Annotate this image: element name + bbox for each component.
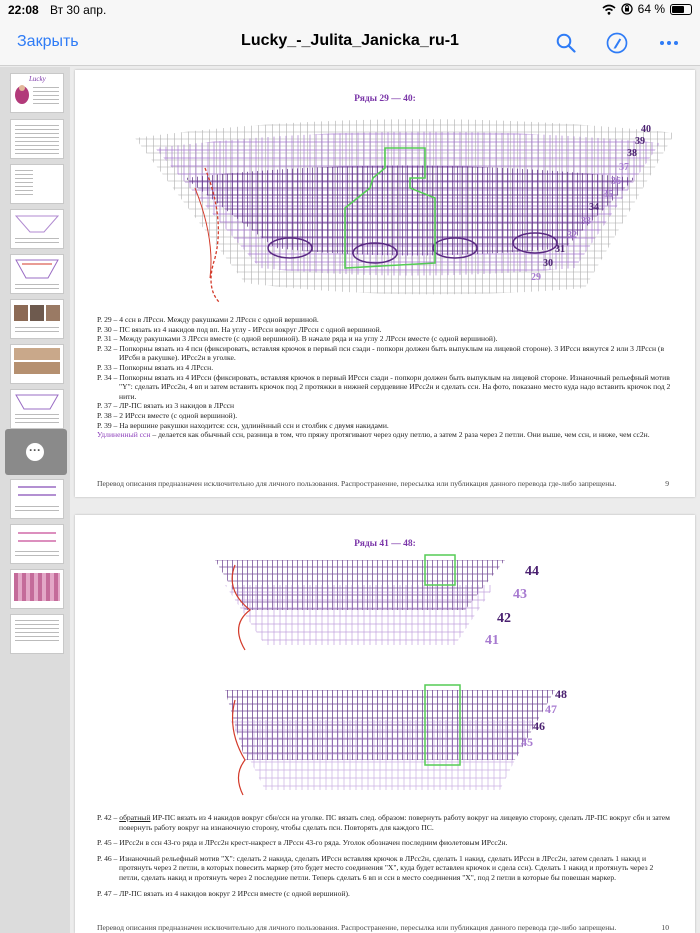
more-icon: ··· bbox=[26, 443, 44, 461]
search-button[interactable] bbox=[553, 30, 579, 56]
stitch-note bbox=[97, 430, 675, 440]
thumbnail-chart bbox=[14, 214, 60, 234]
search-icon bbox=[556, 33, 576, 53]
page-number: 9 bbox=[665, 479, 669, 488]
battery-icon bbox=[670, 4, 692, 15]
chart-mark-number: 33 bbox=[581, 216, 591, 227]
thumbnail-chart bbox=[14, 393, 60, 411]
markup-pen-icon bbox=[606, 32, 628, 54]
wifi-icon bbox=[602, 4, 616, 15]
row-term: обратный bbox=[119, 813, 151, 822]
chart-mark-number: 48 bbox=[555, 687, 567, 701]
page-thumbnail-1[interactable] bbox=[10, 73, 64, 113]
crochet-chart-rows-29-40 bbox=[115, 108, 685, 308]
page-thumbnail-7[interactable] bbox=[10, 344, 64, 384]
status-bar bbox=[0, 0, 700, 20]
page-section-title: Ряды 29 — 40: bbox=[354, 94, 416, 104]
row-instruction: Р. 30 – ПС вязать из 4 накидов под вп. На углу - ИРссн вокруг ЛРссн с одной вершиной. bbox=[97, 324, 382, 334]
chart-mark-number: 32 bbox=[567, 230, 577, 241]
row-instruction: Р. 32 – Попкорны вязать из 4 псн (фиксировать, вставляя крючок в первый псн сзади - попкорн должен быть выпуклым на лицевой стороне). 3 ИРссн вяжутся 2 или 3 ЛРссн (в ИРсбн в ракушке). ИРсс2н в уголке. bbox=[97, 343, 665, 363]
row-instructions bbox=[97, 315, 675, 440]
page-thumbnail-current[interactable] bbox=[5, 429, 67, 475]
thumbnail-chart bbox=[14, 483, 60, 503]
stitch-note-text: – делается как обычный ссн, разница в том, что пряжу протягивают через одну петлю, а затем 2 раза через 2 петли. Они выше, чем ссн, и ниже, чем сс2н. bbox=[150, 430, 650, 440]
row-instruction bbox=[97, 813, 675, 832]
row-instruction: Р. 47 – ЛР-ПС вязать из 4 накидов вокруг 2 ИРссн вместе (с одной вершиной). bbox=[97, 888, 350, 898]
footer-text: Перевод описания предназначен исключительно для личного пользования. Распространение, пересылка или публикация данного перевода где-либо запрещены. bbox=[97, 923, 617, 932]
page-thumbnail-3[interactable] bbox=[10, 164, 64, 204]
chart-mark-number: 43 bbox=[513, 587, 527, 602]
chart-mark-number: 40 bbox=[641, 124, 651, 135]
row-instruction: Р. 38 – 2 ИРссн вместе (с одной вершиной). bbox=[97, 410, 238, 420]
chart-mark-number: 34 bbox=[589, 202, 599, 213]
crochet-chart-rows-45-48 bbox=[215, 680, 585, 800]
row-instructions bbox=[97, 813, 675, 898]
chart-mark-number: 44 bbox=[525, 564, 539, 579]
row-prefix: Р. 42 – bbox=[97, 813, 120, 822]
row-instruction: Р. 37 – ЛР-ПС вязать из 3 накидов в ЛРссн bbox=[97, 401, 235, 411]
more-button[interactable] bbox=[656, 30, 682, 56]
page-footer bbox=[97, 923, 675, 932]
chart-mark-number: 37 bbox=[619, 162, 629, 173]
crochet-chart-rows-41-44 bbox=[205, 550, 565, 660]
thumbnail-photo bbox=[14, 83, 30, 105]
page-thumbnail-5[interactable] bbox=[10, 254, 64, 294]
chart-mark-number: 30 bbox=[543, 258, 553, 269]
orientation-lock-icon bbox=[621, 3, 633, 15]
close-button[interactable]: Закрыть bbox=[17, 33, 79, 50]
document-page-10 bbox=[75, 515, 695, 933]
thumbnail-chart bbox=[14, 258, 60, 280]
status-right bbox=[602, 2, 692, 16]
chart-mark-number: 46 bbox=[533, 719, 545, 733]
stitch-note-term: Удлиненный ссн bbox=[97, 430, 151, 440]
chart-mark-number: 39 bbox=[635, 136, 645, 147]
row-text: ИР-ПС вязать из 4 накидов вокруг сбн/ссн на уголке. ПС вязать след. образом: повернуть работу вокруг на лицевую сторону, сделать ЛР-ПС вокруг сбн и затем повернуть работу вокруг на изнаночную сторону, чтобы сделать псн. Повторять для каждого ПС. bbox=[119, 813, 670, 832]
row-instruction: Р. 46 – Изнаночный рельефный мотив "X": сделать 2 накида, сделать ИРссн вставляя крючок в ЛРсс2н, сделать 1 накид, сделать ИРссн в ЛРсс2н, затем сделать 1 накид и протянуть через 2 петли, в которых повесить маркер (это будет место соединения "X", куда будет вставлен крючок и сдела ссн). Сделать 1 накид и протянуть через 2 петли, сделать накид и протянуть через 2 последние петли. Теперь сделать 6 вп и ссн в место соединения "X", под 2 петли в которые бы повешан маркер. bbox=[97, 853, 654, 882]
page-thumbnail-13[interactable] bbox=[10, 614, 64, 654]
chart-mark-number: 29 bbox=[531, 272, 541, 283]
chart-mark-number: 36 bbox=[611, 176, 621, 187]
page-footer bbox=[97, 479, 675, 488]
chart-mark-number: 38 bbox=[627, 148, 637, 159]
chart-mark-number: 42 bbox=[497, 611, 511, 626]
document-page-9 bbox=[75, 70, 695, 497]
status-time: 22:08 bbox=[8, 3, 39, 17]
row-instruction: Р. 34 – Попкорны вязать из 4 ИРссн (фиксировать, вставляя крючок в первый ИРссн сзади - попкорн должен быть выпуклым на лицевой стороне. Изнаночный рельефный мотив "Y": сделать ИРсс2н, 4 вп и затем вставить крючок под 2 протяжки в нижней сердцевине ИРсс2н и сделать ссн. На фото, показано место куда надо вставить крючок под 2 нити. bbox=[97, 372, 671, 401]
document-view[interactable] bbox=[70, 67, 700, 933]
chart-mark-number: 35 bbox=[603, 189, 613, 200]
chart-mark-number: 47 bbox=[545, 702, 557, 716]
page-thumbnail-12[interactable] bbox=[10, 569, 64, 609]
page-thumbnail-8[interactable] bbox=[10, 389, 64, 429]
page-thumbnail-6[interactable] bbox=[10, 299, 64, 339]
status-date: Вт 30 апр. bbox=[50, 3, 107, 17]
chart-mark-number: 41 bbox=[485, 633, 499, 648]
page-thumbnails-sidebar[interactable] bbox=[0, 67, 70, 933]
page-thumbnail-10[interactable] bbox=[10, 479, 64, 519]
page-thumbnail-4[interactable] bbox=[10, 209, 64, 249]
document-toolbar bbox=[0, 20, 700, 66]
battery-percent: 64 % bbox=[637, 2, 665, 16]
page-number: 10 bbox=[661, 923, 669, 932]
document-title: Lucky_-_Julita_Janicka_ru-1 bbox=[241, 32, 459, 49]
footer-text: Перевод описания предназначен исключительно для личного пользования. Распространение, пересылка или публикация данного перевода где-либо запрещены. bbox=[97, 479, 617, 488]
row-instruction: Р. 31 – Между ракушками 3 ЛРссн вместе (с одной вершиной). В начале ряда и на углу 2 ЛРссн вместе (с одной вершиной). bbox=[97, 334, 498, 344]
row-instruction: Р. 39 – На вершине ракушки находится: ссн, удлинённый ссн и столбик с двумя накидами. bbox=[97, 420, 389, 430]
page-section-title: Ряды 41 — 48: bbox=[354, 539, 416, 549]
more-icon bbox=[659, 40, 679, 46]
thumbnail-title: Lucky bbox=[29, 75, 46, 83]
chart-mark-number: 31 bbox=[555, 244, 565, 255]
page-thumbnail-11[interactable] bbox=[10, 524, 64, 564]
chart-mark-number: 45 bbox=[521, 735, 533, 749]
markup-button[interactable] bbox=[604, 30, 630, 56]
row-instruction: Р. 29 – 4 ссн в ЛРссн. Между ракушками 2 ЛРссн с одной вершиной. bbox=[97, 315, 319, 324]
thumbnail-chart bbox=[14, 528, 60, 548]
row-instruction: Р. 45 – ИРсс2н в ссн 43-го ряда и ЛРсс2н крест-накрест в ЛРссн 43-го ряда. Уголок обозначен последним фиолетовым ИРсс2н. bbox=[97, 838, 508, 848]
row-instruction: Р. 33 – Попкорны вязать из 4 ЛРссн. bbox=[97, 362, 214, 372]
page-thumbnail-2[interactable] bbox=[10, 119, 64, 159]
